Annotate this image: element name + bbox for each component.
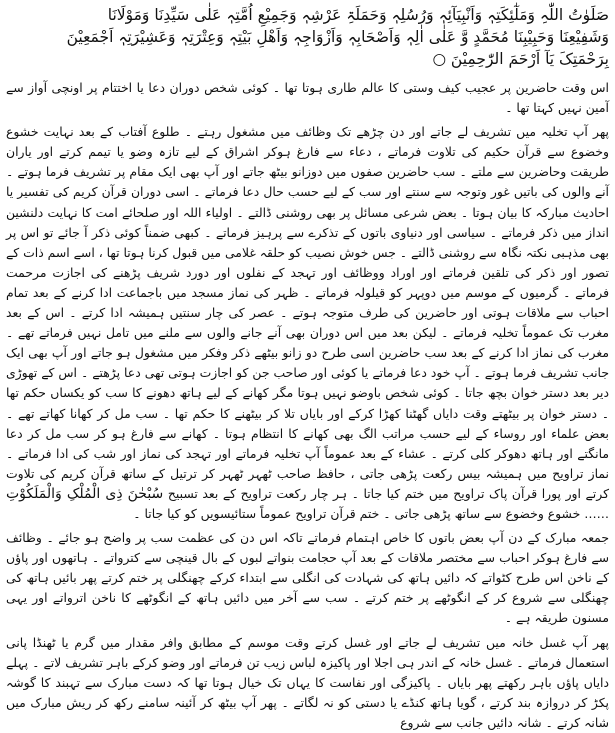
document-page [6, 4, 609, 730]
tarawih-ending-text: …… خشوع وخضوع سے ساتھ پڑھی جاتی ۔ ختم قرآن تراویح عموماً ستائیسویں کو کیا جاتا ۔ [133, 505, 609, 521]
durood-line-1: صَلَوٰتُ اللّٰہِ وَمَلٰٓئِکَتِہٖ وَاَنْبِیَآئِہٖ وَرُسُلِہٖ وَحَمَلَۃِ عَرْشِہٖ وَجَمِیْعِ اُمَّتِہٖ عَلٰی سَیِّدِنَا وَمَوْلَانَا [107, 6, 609, 24]
paragraph-daily-routine [6, 122, 609, 524]
durood-header [6, 4, 609, 70]
durood-line-2: وَشَفِیْعِنَا وَحَبِیْبِنَا مُحَمَّدٍ وَّ عَلٰی اٰلِہٖ وَاَصْحَابِہٖ وَاَزْوَاجِہٖ وَاَھْلِ بَیْتِہٖ وَعِتْرَتِہٖ وَعَشِیْرَتِہٖ اَجْمَعِیْنَ [66, 28, 609, 46]
paragraph-friday-bath: پھر آپ غسل خانہ میں تشریف لے جاتے اور غسل کرتے وقت موسم کے مطابق وافر مقدار میں گرم یا ٹھنڈا پانی استعمال فرماتے ۔ غسل خانہ کے اندر ہی اجلا اور پاکیزہ لباس زیب تن فرماتے اور وضو کرکے باہر تشریف لاتے ۔ پہلے دایاں پاؤں باہر رکھتے پھر بایاں ۔ پاکیزگی اور نفاست کا یہاں تک خیال ہوتا تھا کہ دست مبارک سے تہبند کا گوشہ پکڑ کر دروازہ بند کرتے ، گویا ہاتھ کنڈے یا دستی کو نہ لگاتے ۔ پھر آپ بیٹھ کر آئینہ سامنے رکھ کر ریش مبارک میں شانہ کرتے ۔ شانہ دائیں جانب سے شروع [6, 634, 609, 730]
durood-line-3: بِرَحْمَتِکَ یَآ اَرْحَمَ الرّٰحِمِیْنَ ○ [432, 50, 609, 68]
paragraph-opening-dua: اس وقت حاضرین پر عجیب کیف وستی کا عالم طاری ہوتا تھا ۔ کوئی شخص دوران دعا یا اختتام پر اونچی آواز سے آمین نہیں کہتا تھا ۔ [6, 80, 609, 116]
daily-routine-text: پھر آپ تخلیہ میں تشریف لے جاتے اور دن چڑھے تک وظائف میں مشغول رہتے ۔ طلوع آفتاب کے بعد نہایت خشوع وخضوع سے قرآن حکیم کی تلاوت فرماتے ، دعاء سے فارغ ہوکر اشراق کے لیے تازہ وضو یا تیمم کرتے اور یاران طریقت وحاضرین سے ملتے ۔ سب حاضرین صفوں میں دوزانو بیٹھ جاتے اور آپ بھی ایک مقام پر تشریف فرما ہوتے ۔ آنے والوں کی باتیں غور وتوجہ سے سنتے اور سب کے لیے حسب حال دعا فرماتے ۔ اسی دوران قرآن کریم کی تفسیر یا احادیث مبارکہ کا بیان ہوتا ۔ بعض شرعی مسائل پر بھی روشنی ڈالتے ۔ اولیاء اللہ اور صلحائے امت کا نہایت دلنشین انداز میں ذکر فرماتے ۔ سیاسی اور دنیاوی باتوں کے تذکرے سے پرہیز فرماتے ۔ کبھی ضمناً کوئی ذکر آ جائے تو اس پر بھی مذہبی نکتہ نگاہ سے روشنی ڈالتے ۔ جس خوش نصیب کو حلقہ غلامی میں قبول کرنا ہوتا تھا ، اسے اسم ذات کے تصور اور ذکر کی تلقین فرماتے اور اوراد ووظائف اور تہجد کے نفلوں اور دورد شریف پڑھنے کی اجازت مرحمت فرماتے ۔ گرمیوں کے موسم میں دوپہر کو قیلولہ فرماتے ۔ ظہر کی نماز مسجد میں باجماعت ادا کرنے کے بعد تمام احباب سے ملاقات ہوتی اور حاضرین کی طرف متوجہ ہوتے ۔ عصر کی چار سنتیں ہمیشہ ادا کرتے ۔ اس کے بعد مغرب تک عموماً تخلیہ فرماتے ۔ لیکن بعد میں اس دوران بھی آنے جانے والوں سے ملنے میں تامل نہیں فرماتے تھے ۔ مغرب کی نماز ادا کرنے کے بعد سب حاضرین اسی طرح دو زانو بیٹھے ذکر وفکر میں مشغول ہو جاتے اور آپ بھی ایک جانب تشریف فرما ہوتے ۔ آپ خود دعا فرماتے یا کوئی اور صاحب جن کو اجازت ہوتی تھی دعا پڑھتے ۔ اس کے تھوڑی دیر بعد دستر خوان بچھ جاتا ۔ کوئی شخص باوضو نہیں ہوتا مگر کھانے کے لیے ہاتھ دھونے کا سب کو یکساں حکم تھا ۔ دستر خوان پر بیٹھتے وقت دایاں گھٹنا کھڑا کرکے اور بایاں تلا کر بیٹھنے کا حکم تھا ۔ سب مل کر کھانا کھاتے تھے ۔ بعض علماء اور روساء کے لیے حسب مراتب الگ بھی کھانے کا انتظام ہوتا ۔ کھانے سے فارغ ہو کر سب مل کر دعا مانگتے اور ہاتھ دھوکر کلی کرتے ۔ عشاء کے بعد عموماً آپ تخلیہ فرماتے اور تہجد کی نماز اور شب کی ادا فرماتے ۔ نماز تراویح میں ہمیشہ بیس رکعت پڑھی جاتی ، حافظ صاحب ٹھہر ٹھہر کر ترتیل کے ساتھ قرآن کریم کی تلاوت کرتے اور پورا قرآن پاک تراویح میں ختم کیا جاتا ۔ ہر چار رکعت تراویح کے بعد تسبیح [6, 124, 609, 501]
tasbeeh-arabic: سُبْحٰنَ ذِی الْمُلْکِ وَالْمَلَکُوْتِ [6, 485, 164, 502]
paragraph-friday-grooming: جمعہ مبارک کے دن آپ بعض باتوں کا خاص اہتمام فرماتے تاکہ اس دن کی عظمت سب پر واضح ہو جائے ۔ وظائف سے فارغ ہوکر احباب سے مختصر ملاقات کے بعد آپ حجامت بنواتے لبوں کے بال قینچی سے کترواتے ۔ ہاتھوں اور پاؤں کے ناخن اس طرح کٹواتے کہ دائیں ہاتھ کی شہادت کی انگلی سے ابتداء کرکے چھنگلی پر ختم کرتے پھر بائیں ہاتھ کی چھنگلی سے شروع کر کے انگوٹھے پر ختم کرتے ۔ سب سے آخر میں دائیں ہاتھ کے انگوٹھے کا ناخن اترواتے اور یہی مسنون طریقہ ہے ۔ [6, 530, 609, 626]
